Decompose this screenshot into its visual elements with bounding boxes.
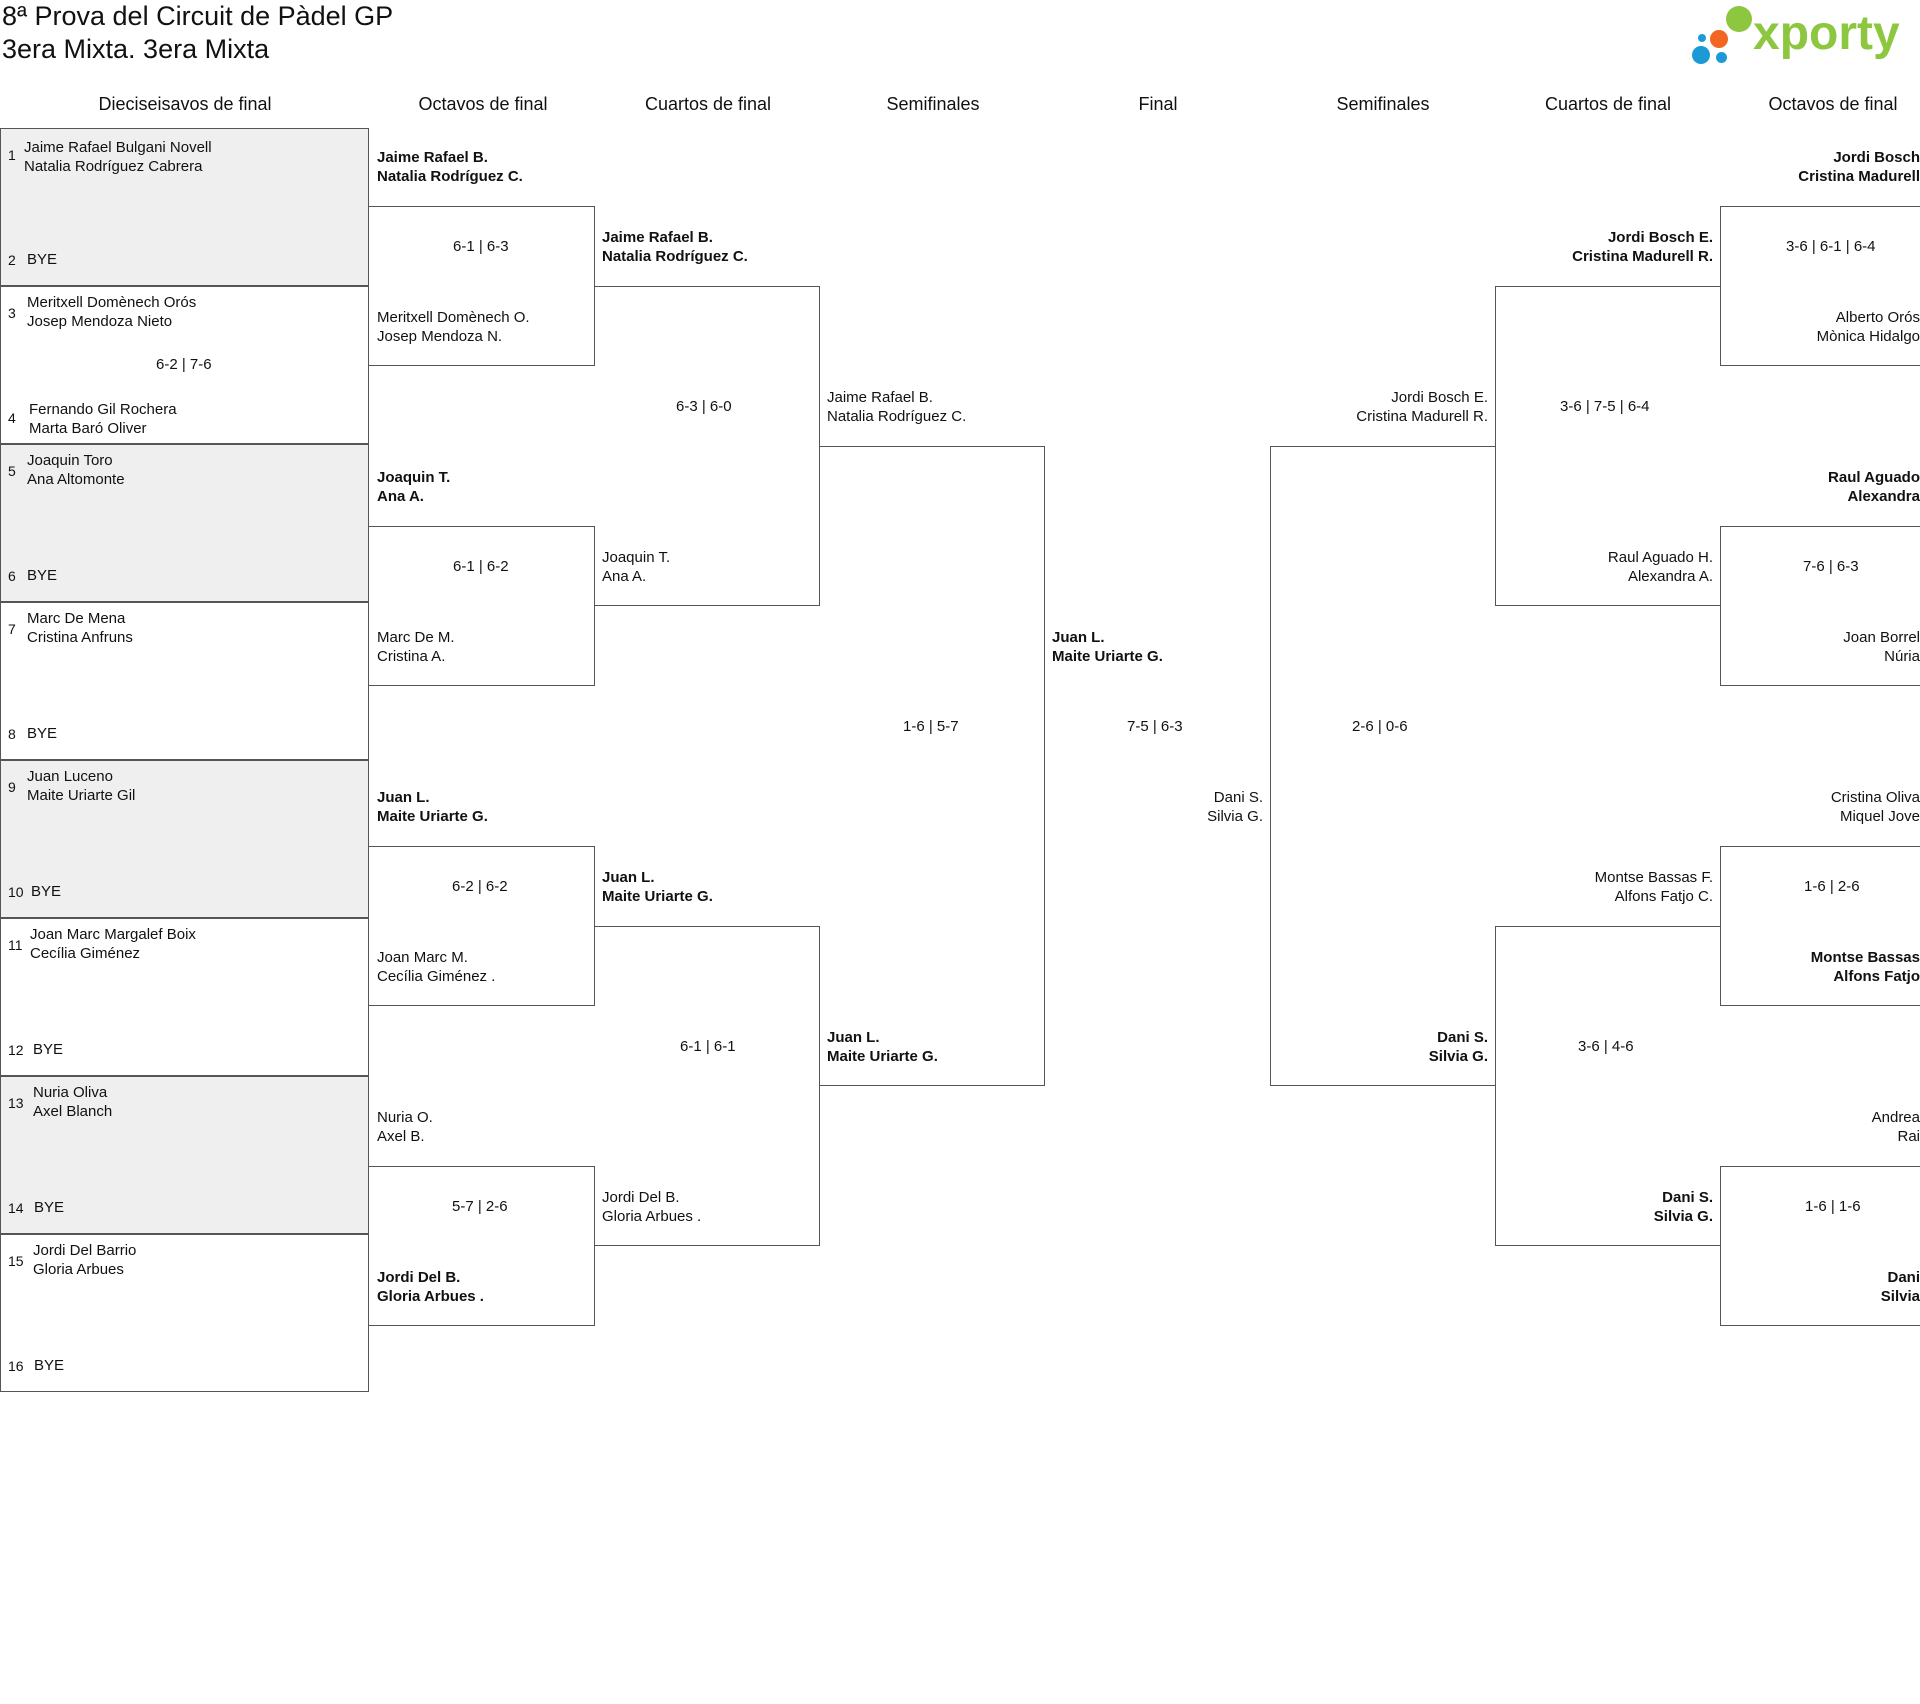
- qf-team[interactable]: Dani S.: [1662, 1189, 1713, 1206]
- category-subtitle: 3era Mixta. 3era Mixta: [2, 34, 270, 64]
- qf-team: Silvia G.: [1653, 1208, 1713, 1225]
- qf-team: Gloria Arbues .: [602, 1208, 702, 1225]
- r16-team: Cristina Madurell: [1798, 168, 1920, 185]
- header-quarterfinals-left: Cuartos de final: [644, 94, 772, 114]
- r16-team: Josep Mendoza N.: [377, 328, 503, 345]
- logo-wordmark: xporty: [1753, 7, 1900, 60]
- r16-team[interactable]: Meritxell Domènech O.: [377, 309, 530, 326]
- r16-team[interactable]: Alberto Orós: [1835, 309, 1920, 326]
- seed-number: 9: [8, 779, 16, 795]
- xporty-logo[interactable]: [1690, 2, 1920, 68]
- logo-dot-green: [1726, 6, 1752, 32]
- match-score: 6-3 | 6-0: [676, 398, 732, 415]
- team-player-1: Meritxell Domènech Orós: [27, 294, 197, 311]
- team-player-2: Maite Uriarte Gil: [27, 787, 136, 804]
- r16-team[interactable]: Joan Borrel: [1843, 629, 1920, 646]
- qf-team: Natalia Rodríguez C.: [602, 248, 748, 265]
- sf-team: Natalia Rodríguez C.: [827, 408, 967, 425]
- match-score: 3-6 | 7-5 | 6-4: [1560, 398, 1650, 415]
- r16-team[interactable]: Andrea: [1871, 1109, 1920, 1126]
- match-score: 5-7 | 2-6: [452, 1198, 508, 1215]
- seed-number: 1: [8, 147, 16, 163]
- qf-team: Cristina Madurell R.: [1572, 248, 1713, 265]
- sf-left-bracket: [819, 446, 1045, 1086]
- header-quarterfinals-right: Cuartos de final: [1544, 94, 1672, 114]
- r16-team[interactable]: Joaquin T.: [377, 469, 451, 486]
- r16-team[interactable]: Jordi Bosch: [1833, 149, 1920, 166]
- bye-label: BYE: [34, 1357, 65, 1374]
- team-player-2: Marta Baró Oliver: [29, 420, 147, 437]
- r16-team[interactable]: Cristina Oliva: [1830, 789, 1920, 806]
- team-player-2: Axel Blanch: [33, 1103, 113, 1120]
- r32-match-6[interactable]: [0, 918, 369, 1076]
- sf-team[interactable]: Juan L.: [827, 1029, 880, 1046]
- r32-match-1[interactable]: [0, 128, 369, 286]
- match-score: 3-6 | 6-1 | 6-4: [1786, 238, 1876, 255]
- seed-number: 11: [8, 937, 23, 953]
- seed-number: 14: [8, 1200, 24, 1216]
- bye-label: BYE: [33, 1041, 64, 1058]
- match-score: 1-6 | 1-6: [1805, 1198, 1861, 1215]
- qf-team[interactable]: Raul Aguado H.: [1607, 549, 1713, 566]
- r16-team[interactable]: Joan Marc M.: [377, 949, 468, 966]
- sf-team: Cristina Madurell R.: [1356, 408, 1488, 425]
- r16-team[interactable]: Dani: [1887, 1269, 1920, 1286]
- qf-team: Maite Uriarte G.: [602, 888, 713, 905]
- seed-number: 7: [8, 621, 16, 637]
- match-score: 6-2 | 7-6: [156, 356, 212, 373]
- logo-dot-orange: [1710, 30, 1728, 48]
- seed-number: 10: [8, 884, 24, 900]
- match-score: 6-1 | 6-1: [680, 1038, 736, 1055]
- team-player-1: Juan Luceno: [27, 768, 113, 785]
- seed-number: 4: [8, 410, 16, 426]
- match-score: 7-6 | 6-3: [1803, 558, 1859, 575]
- r16-team[interactable]: Montse Bassas: [1810, 949, 1920, 966]
- final-team-right: Silvia G.: [1207, 808, 1263, 825]
- logo-dot-blue-small: [1716, 52, 1727, 63]
- final-team-left[interactable]: Juan L.: [1052, 629, 1105, 646]
- seed-number: 5: [8, 463, 16, 479]
- team-player-1: Fernando Gil Rochera: [29, 401, 177, 418]
- bye-label: BYE: [27, 567, 58, 584]
- team-player-2: Gloria Arbues: [33, 1261, 124, 1278]
- team-player-2: Cecília Giménez: [30, 945, 141, 962]
- final-team-left: Maite Uriarte G.: [1052, 648, 1163, 665]
- seed-number: 6: [8, 568, 16, 584]
- team-player-1: Jaime Rafael Bulgani Novell: [24, 139, 212, 156]
- r16-team: Mònica Hidalgo: [1816, 328, 1920, 345]
- team-player-1: Joan Marc Margalef Boix: [30, 926, 196, 943]
- r16-team: Gloria Arbues .: [377, 1288, 484, 1305]
- seed-number: 3: [8, 305, 16, 321]
- qf-team: Alexandra A.: [1627, 568, 1713, 585]
- header-round-of-16-left: Octavos de final: [418, 94, 548, 114]
- header-semifinals-left: Semifinales: [886, 94, 980, 114]
- qf-team[interactable]: Joaquin T.: [602, 549, 671, 566]
- bye-label: BYE: [34, 1199, 65, 1216]
- seed-number: 2: [8, 252, 16, 268]
- match-score: 1-6 | 2-6: [1804, 878, 1860, 895]
- sf-right-bracket: [1270, 446, 1496, 1086]
- r16-team: Axel B.: [377, 1128, 425, 1145]
- team-player-1: Jordi Del Barrio: [33, 1242, 137, 1259]
- final-score: 7-5 | 6-3: [1127, 718, 1183, 735]
- r16-team: Natalia Rodríguez C.: [377, 168, 523, 185]
- tournament-title: 8ª Prova del Circuit de Pàdel GP: [2, 1, 394, 31]
- team-player-1: Nuria Oliva: [33, 1084, 108, 1101]
- r16-team[interactable]: Juan L.: [377, 789, 430, 806]
- seed-number: 15: [8, 1253, 24, 1269]
- r16-team[interactable]: Jaime Rafael B.: [377, 149, 488, 166]
- team-player-2: Natalia Rodríguez Cabrera: [24, 158, 203, 175]
- seed-number: 13: [8, 1095, 24, 1111]
- r32-match-4[interactable]: [0, 602, 369, 760]
- r16-team: Ana A.: [377, 488, 424, 505]
- bye-label: BYE: [31, 883, 62, 900]
- r16-team: Cecília Giménez .: [377, 968, 496, 985]
- r16-team: Cristina A.: [377, 648, 446, 665]
- match-score: 1-6 | 5-7: [903, 718, 959, 735]
- header-final: Final: [1138, 94, 1178, 114]
- team-player-1: Joaquin Toro: [27, 452, 113, 469]
- header-round-of-32: Dieciseisavos de final: [98, 94, 272, 114]
- team-player-2: Josep Mendoza Nieto: [27, 313, 173, 330]
- r16-team[interactable]: Marc De M.: [377, 629, 455, 646]
- sf-team[interactable]: Jaime Rafael B.: [827, 389, 933, 406]
- header-semifinals-right: Semifinales: [1336, 94, 1430, 114]
- team-player-2: Ana Altomonte: [27, 471, 125, 488]
- team-player-1: Marc De Mena: [27, 610, 126, 627]
- qf-team[interactable]: Jordi Del B.: [602, 1189, 680, 1206]
- r16-team: Maite Uriarte G.: [377, 808, 488, 825]
- r32-match-3[interactable]: [0, 444, 369, 602]
- r32-match-5[interactable]: [0, 760, 369, 918]
- r16-team: Núria: [1884, 648, 1920, 665]
- team-player-2: Cristina Anfruns: [27, 629, 133, 646]
- r32-match-2[interactable]: [0, 286, 369, 444]
- qf-team[interactable]: Jordi Bosch E.: [1607, 229, 1713, 246]
- bye-label: BYE: [27, 251, 58, 268]
- r16-team[interactable]: Jordi Del B.: [377, 1269, 461, 1286]
- qf-team: Alfons Fatjo C.: [1614, 888, 1713, 905]
- seed-number: 12: [8, 1042, 24, 1058]
- r16-team: Alfons Fatjo: [1833, 968, 1920, 985]
- sf-team[interactable]: Dani S.: [1437, 1029, 1488, 1046]
- header-round-of-16-right: Octavos de final: [1768, 94, 1898, 114]
- logo-dot-blue: [1692, 46, 1710, 64]
- qf-team[interactable]: Jaime Rafael B.: [602, 229, 713, 246]
- final-team-right[interactable]: Dani S.: [1213, 789, 1263, 806]
- seed-number: 16: [8, 1358, 24, 1374]
- match-score: 3-6 | 4-6: [1578, 1038, 1634, 1055]
- sf-team[interactable]: Jordi Bosch E.: [1391, 389, 1488, 406]
- logo-dot-blue-tiny: [1698, 34, 1706, 42]
- qf-team[interactable]: Juan L.: [602, 869, 655, 886]
- r16-team[interactable]: Nuria O.: [377, 1109, 433, 1126]
- qf-team: Ana A.: [602, 568, 647, 585]
- match-score: 6-1 | 6-3: [453, 238, 509, 255]
- r16-team: Silvia: [1880, 1288, 1920, 1305]
- seed-number: 8: [8, 726, 16, 742]
- sf-team: Silvia G.: [1428, 1048, 1488, 1065]
- r16-team: Rai: [1897, 1128, 1920, 1145]
- r16-team: Miquel Jove: [1839, 808, 1920, 825]
- r32-match-8[interactable]: [0, 1234, 369, 1392]
- r32-match-7[interactable]: [0, 1076, 369, 1234]
- match-score: 2-6 | 0-6: [1352, 718, 1408, 735]
- r16-team: Alexandra: [1847, 488, 1920, 505]
- sf-team: Maite Uriarte G.: [827, 1048, 938, 1065]
- qf-team[interactable]: Montse Bassas F.: [1594, 869, 1713, 886]
- r16-team[interactable]: Raul Aguado: [1828, 469, 1920, 486]
- match-score: 6-1 | 6-2: [453, 558, 509, 575]
- bye-label: BYE: [27, 725, 58, 742]
- match-score: 6-2 | 6-2: [452, 878, 508, 895]
